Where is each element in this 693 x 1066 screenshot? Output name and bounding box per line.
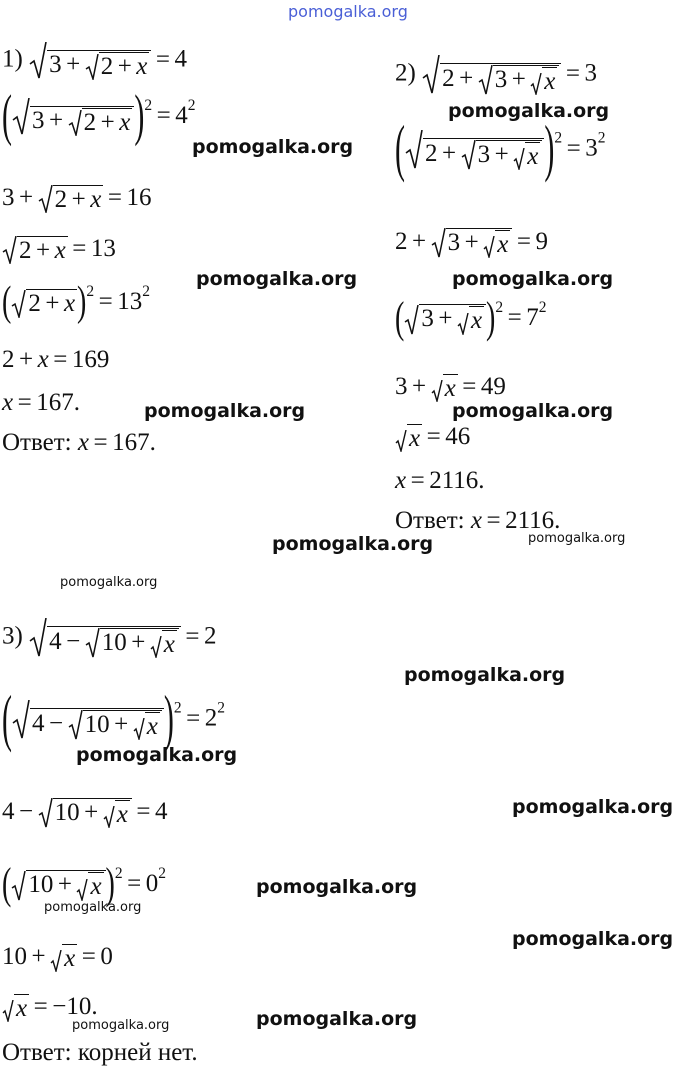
p2-step-6: x = 46 — [395, 424, 470, 452]
watermark: pomogalka.org — [256, 1008, 418, 1030]
p3-answer: Ответ: корней нет. — [2, 1039, 198, 1066]
p3-step-6: x = −10. — [2, 994, 98, 1022]
watermark: pomogalka.org — [272, 533, 434, 555]
p1-equation: 1) 3 + 2 + x = 4 — [2, 42, 187, 80]
watermark-small: pomogalka.org — [528, 531, 626, 546]
p2-step-5: 3 + x = 49 — [395, 373, 506, 403]
watermark: pomogalka.org — [256, 876, 418, 898]
p3-step-square: ( 4 − 10 + x )$^2 = 2^2$ — [2, 684, 225, 754]
p1-step-3: 3 + 2 + x = 16 — [2, 184, 152, 214]
watermark: pomogalka.org — [448, 100, 610, 122]
p1-step-5: ( 2 + x )$^2 = 13^2$ — [2, 279, 150, 326]
watermark: pomogalka.org — [144, 400, 306, 422]
p2-step-7: x = 2116. — [395, 467, 485, 494]
p1-number: 1) — [2, 45, 23, 73]
watermark: pomogalka.org — [192, 136, 354, 158]
watermark: pomogalka.org — [76, 744, 238, 766]
p1-step-square: ( 3 + 2 + x )$^2 = 4^2$ — [2, 85, 196, 148]
watermark: pomogalka.org — [512, 796, 674, 818]
watermark: pomogalka.org — [452, 400, 614, 422]
watermark-small: pomogalka.org — [60, 575, 158, 590]
p1-answer: Ответ: x = 167. — [2, 429, 156, 456]
p3-number: 3) — [2, 622, 23, 650]
watermark-small: pomogalka.org — [44, 900, 142, 915]
watermark: pomogalka.org — [196, 268, 358, 290]
watermark-small: pomogalka.org — [72, 1018, 170, 1033]
p3-step-4: ( 10 + x )$^2 = 0^2$ — [2, 859, 166, 910]
watermark: pomogalka.org — [404, 664, 566, 686]
p2-answer: Ответ: x = 2116. — [395, 507, 561, 534]
p3-step-3: 4 − 10 + x = 4 — [2, 797, 168, 829]
watermark: pomogalka.org — [452, 268, 614, 290]
p1-step-7: x = 167. — [2, 389, 80, 416]
p2-step-3: 2 + 3 + x = 9 — [395, 227, 548, 259]
p2-equation: 2) 2 + 3 + x = 3 — [395, 55, 597, 95]
p2-step-square: ( 2 + 3 + x )$^2 = 3^2$ — [395, 114, 606, 184]
watermark: pomogalka.org — [512, 928, 674, 950]
p1-step-6: 2 + x = 169 — [2, 346, 110, 373]
top-watermark: pomogalka.org — [288, 2, 408, 21]
p2-step-4: ( 3 + x )$^2 = 7^2$ — [395, 293, 547, 344]
p3-step-5: 10 + x = 0 — [2, 943, 113, 973]
p3-equation: 3) 4 − 10 + x = 2 — [2, 618, 217, 658]
p1-step-4: 2 + x = 13 — [2, 236, 116, 264]
p2-number: 2) — [395, 59, 416, 87]
p1-outer-root: 3 + 2 + x — [29, 42, 151, 80]
